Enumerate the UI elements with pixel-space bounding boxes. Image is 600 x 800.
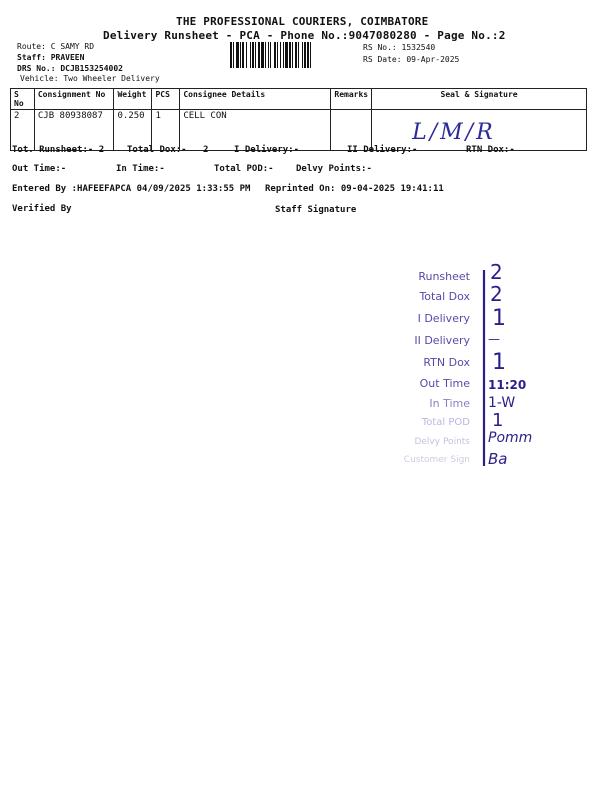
rs-number: RS No.: 1532540 (363, 43, 436, 52)
col-seal: Seal & Signature (372, 89, 587, 110)
handwritten-value: 1 (492, 306, 506, 331)
verified-by: Verified By (12, 204, 72, 214)
staff-label: Staff: PRAVEEN (17, 53, 85, 62)
delvy-points: Delvy Points:- (296, 164, 372, 174)
total-dox-label: Total Dox:- (127, 145, 187, 155)
total-dox-value: 2 (203, 145, 209, 155)
runsheet-title: Delivery Runsheet - PCA - Phone No.:9047080280 - Page No.:2 (103, 29, 506, 42)
reprinted-on: Reprinted On: 09-04-2025 19:41:11 (265, 184, 444, 194)
consignment-table (10, 88, 587, 151)
handwritten-value: Pomm (488, 430, 533, 446)
cell-consignment: CJB 80938087 (34, 110, 114, 151)
col-sno: S No (11, 89, 35, 110)
ii-delivery: II Delivery:- (347, 145, 418, 155)
stamp-label: In Time (429, 397, 470, 410)
col-weight: Weight (114, 89, 152, 110)
handwritten-value: 11:20 (488, 378, 527, 392)
delivery-stamp (388, 260, 558, 476)
stamp-label: Total Dox (419, 290, 470, 303)
handwritten-value: 1 (492, 350, 506, 375)
tot-runsheet: Tot. Runsheet:- 2 (12, 145, 105, 155)
col-pcs: PCS (152, 89, 180, 110)
stamp-label: Total POD (421, 417, 470, 428)
handwritten-seal: L/M/R (412, 120, 496, 145)
table-header-row (11, 89, 587, 110)
company-name: THE PROFESSIONAL COURIERS, COIMBATORE (176, 15, 429, 28)
col-remarks: Remarks (331, 89, 372, 110)
col-consignee: Consignee Details (180, 89, 331, 110)
rs-date: RS Date: 09-Apr-2025 (363, 55, 460, 64)
cell-consignee: CELL CON (180, 110, 331, 151)
in-time: In Time:- (116, 164, 165, 174)
cell-sno: 2 (11, 110, 35, 151)
drs-number: DRS No.: DCJB153254002 (17, 64, 123, 73)
handwritten-value: Ba (488, 450, 508, 468)
staff-signature: Staff Signature (275, 205, 357, 215)
stamp-label: I Delivery (417, 312, 470, 325)
vehicle-label: Vehicle: Two Wheeler Delivery (20, 74, 160, 83)
col-consignment: Consignment No (34, 89, 114, 110)
handwritten-value: 1-W (488, 395, 516, 411)
stamp-label: Out Time (419, 377, 470, 390)
handwritten-value: — (488, 332, 500, 346)
stamp-label: Customer Sign (403, 455, 470, 465)
route-label: Route: C SAMY RD (17, 42, 95, 51)
cell-pcs: 1 (152, 110, 180, 151)
stamp-label: RTN Dox (423, 356, 470, 369)
handwritten-value: 1 (492, 410, 504, 431)
i-delivery: I Delivery:- (234, 145, 300, 155)
barcode-image (230, 42, 354, 68)
rtn-dox: RTN Dox:- (466, 145, 515, 155)
entered-by: Entered By :HAFEEFAPCA 04/09/2025 1:33:55 PM (12, 184, 251, 194)
handwritten-value: 2 (490, 282, 503, 306)
handwritten-value: 2 (490, 260, 503, 284)
stamp-divider-line (482, 268, 486, 468)
cell-weight: 0.250 (114, 110, 152, 151)
total-pod: Total POD:- (214, 164, 274, 174)
out-time: Out Time:- (12, 164, 67, 174)
stamp-label: Runsheet (418, 270, 470, 283)
stamp-label: Delvy Points (414, 437, 470, 447)
stamp-label: II Delivery (414, 334, 470, 347)
